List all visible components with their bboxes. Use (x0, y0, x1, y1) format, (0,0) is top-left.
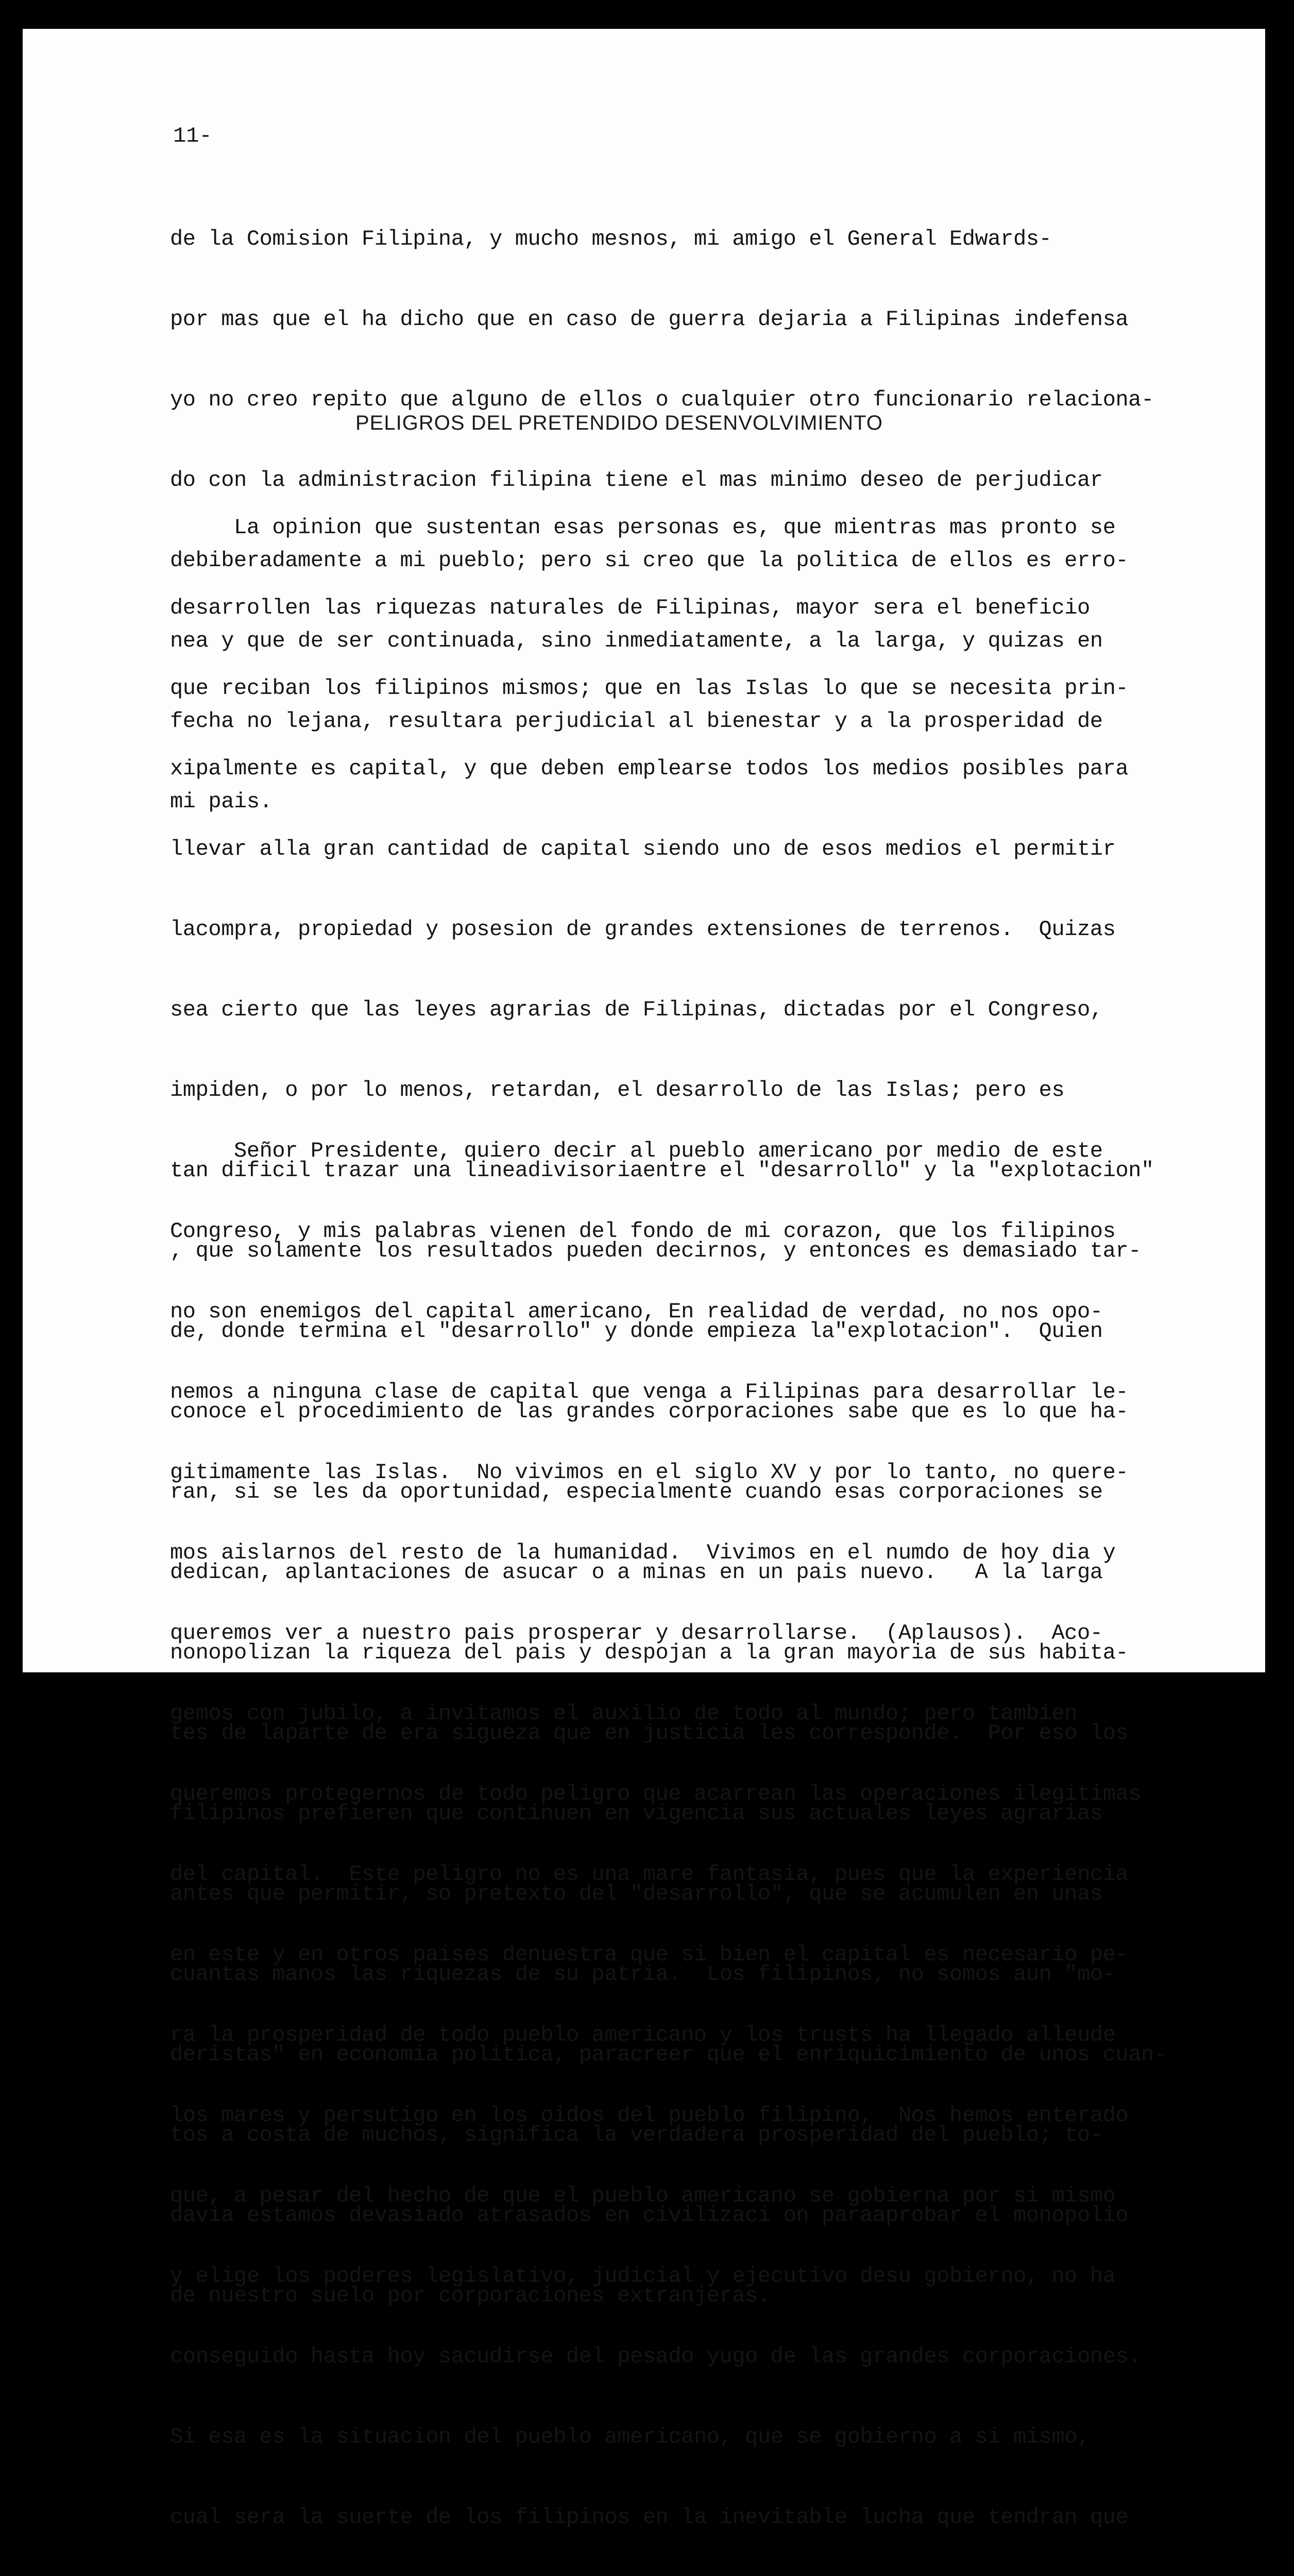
text-line: llevar alla gran cantidad de capital siendo uno de esos medios el permitir (170, 837, 1116, 861)
text-line: debiberadamente a mi pueblo; pero si creo que la politica de ellos es erro- (170, 548, 1129, 573)
text-line: sea cierto que las leyes agrarias de Filipinas, dictadas por el Congreso, (170, 997, 1103, 1022)
text-line: de, donde termina el "desarrollo" y donde empieza la"explotacion". Quien (170, 1319, 1103, 1344)
text-line: que, a pesar del hecho de que el pueblo americano se gobierna por si mismo (170, 2183, 1116, 2208)
text-line: ra la prosperidad de todo pueblo americano y los trusts ha llegado alleude (170, 2023, 1116, 2047)
text-line: antes que permitir, so pretexto del "desarrollo", que se acumulen en unas (170, 1882, 1103, 1906)
text-line: filipinos prefieren que continuen en vigencia sus actuales leyes agrarias (170, 1801, 1103, 1826)
text-line: Congreso, y mis palabras vienen del fondo de mi corazon, que los filipinos (170, 1219, 1116, 1244)
text-line: nemos a ninguna clase de capital que venga a Filipinas para desarrollar le- (170, 1380, 1129, 1404)
text-line: nonopolizan la riqueza del pais y despojan a la gran mayoria de sus habita- (170, 1640, 1129, 1665)
text-line: do con la administracion filipina tiene el mas minimo deseo de perjudicar (170, 468, 1103, 493)
text-line: los mares y persutigo en los oidos del pueblo filipino, Nos hemos enterado (170, 2103, 1129, 2128)
text-line: mi pais. (170, 789, 273, 814)
text-line: Señor Presidente, quiero decir al pueblo americano por medio de este (170, 1139, 1103, 1163)
text-line: nea y que de ser continuada, sino inmediatamente, a la larga, y quizas en (170, 629, 1103, 653)
text-line: deristas" en economia politica, paracreer que el enriquicimiento de unos cuan- (170, 2042, 1167, 2067)
text-line: gitimamente las Islas. No vivimos en el siglo XV y por lo tanto, no quere- (170, 1460, 1129, 1485)
text-line: y elige los poderes legislativo, judicial y ejecutivo desu gobierno, no ha (170, 2264, 1116, 2289)
text-line: por mas que el ha dicho que en caso de guerra dejaria a Filipinas indefensa (170, 307, 1129, 332)
text-line: tes de laparte de era sigueza que en justicia les corresponde. Por eso los (170, 1721, 1129, 1745)
text-line: , que solamente los resultados pueden decirnos, y entonces es demasiado tar- (170, 1239, 1142, 1263)
text-line: davia estamos devasiado atrasados en civilizaci on paraaprobar el monopolio (170, 2203, 1129, 2228)
text-line: en este y en otros paises denuestra que si bien el capital es necesario pe- (170, 1942, 1129, 1967)
text-line: no son enemigos del capital americano, En realidad de verdad, no nos opo- (170, 1299, 1103, 1324)
text-line: yo no creo repito que alguno de ellos o cualquier otro funcionario relaciona- (170, 387, 1154, 412)
text-line: La opinion que sustentan esas personas es, que mientras mas pronto se (170, 515, 1116, 540)
page-number: 11- (173, 124, 212, 148)
text-line: gemos con jubilo, a invitamos el auxilio de todo al mundo; pero tambien (170, 1701, 1078, 1726)
text-line: desarrollen las riquezas naturales de Filipinas, mayor sera el beneficio (170, 596, 1090, 620)
text-line: impiden, o por lo menos, retardan, el desarrollo de las Islas; pero es (170, 1078, 1065, 1103)
text-line: queremos protegernos de todo peligro que acarrean las operaciones ilegitimas (170, 1782, 1142, 1806)
text-line: fecha no lejana, resultara perjudicial al bienestar y a la prosperidad de (170, 709, 1103, 734)
text-line: tos a costa de muchos, significa la verdadera prosperidad del pueblo; to- (170, 2123, 1103, 2147)
text-line: que reciban los filipinos mismos; que en las Islas lo que se necesita prin- (170, 676, 1129, 701)
text-line: tan dificil trazar una lineadivisoriaentre el "desarrollo" y la "explotacion" (170, 1158, 1154, 1183)
text-line: de la Comision Filipina, y mucho mesnos, mi amigo el General Edwards- (170, 227, 1052, 251)
text-line: Si esa es la situacion del pueblo americano, que se gobierno a si mismo, (170, 2425, 1090, 2449)
text-line: queremos ver a nuestro pais prosperar y desarrollarse. (Aplausos). Aco- (170, 1621, 1103, 1646)
section-heading: PELIGROS DEL PRETENDIDO DESENVOLVIMIENTO (355, 412, 883, 434)
text-line: cual sera la suerte de los filipinos en la inevitable lucha que tendran que (170, 2505, 1129, 2530)
text-line: xipalmente es capital, y que deben emplearse todos los medios posibles para (170, 756, 1129, 781)
text-line: conoce el procedimiento de las grandes corporaciones sabe que es lo que ha- (170, 1399, 1129, 1424)
paragraph-3 (170, 1084, 1221, 2576)
text-line: dedican, aplantaciones de asucar o a minas en un pais nuevo. A la larga (170, 1560, 1103, 1585)
text-line: cuantas manos las riquezas de su patria. Los filipinos, no somos aun "mo- (170, 1962, 1116, 1987)
text-line: conseguido hasta hoy sacudirse del pesado yugo de las grandes corporaciones. (170, 2344, 1142, 2369)
text-line: ran, si se les da oportunidad, especialmente cuando esas corporaciones se (170, 1480, 1103, 1504)
text-line: mos aislarnos del resto de la humanidad. Vivimos en el numdo de hoy dia y (170, 1540, 1116, 1565)
text-line: de nuestro suelo por corporaciones extranjeras. (170, 2283, 771, 2308)
text-line: lacompra, propiedad y posesion de grandes extensiones de terrenos. Quizas (170, 917, 1116, 942)
text-line: del capital. Este peligro no es una mare fantasia, pues que la experiencia (170, 1862, 1129, 1887)
